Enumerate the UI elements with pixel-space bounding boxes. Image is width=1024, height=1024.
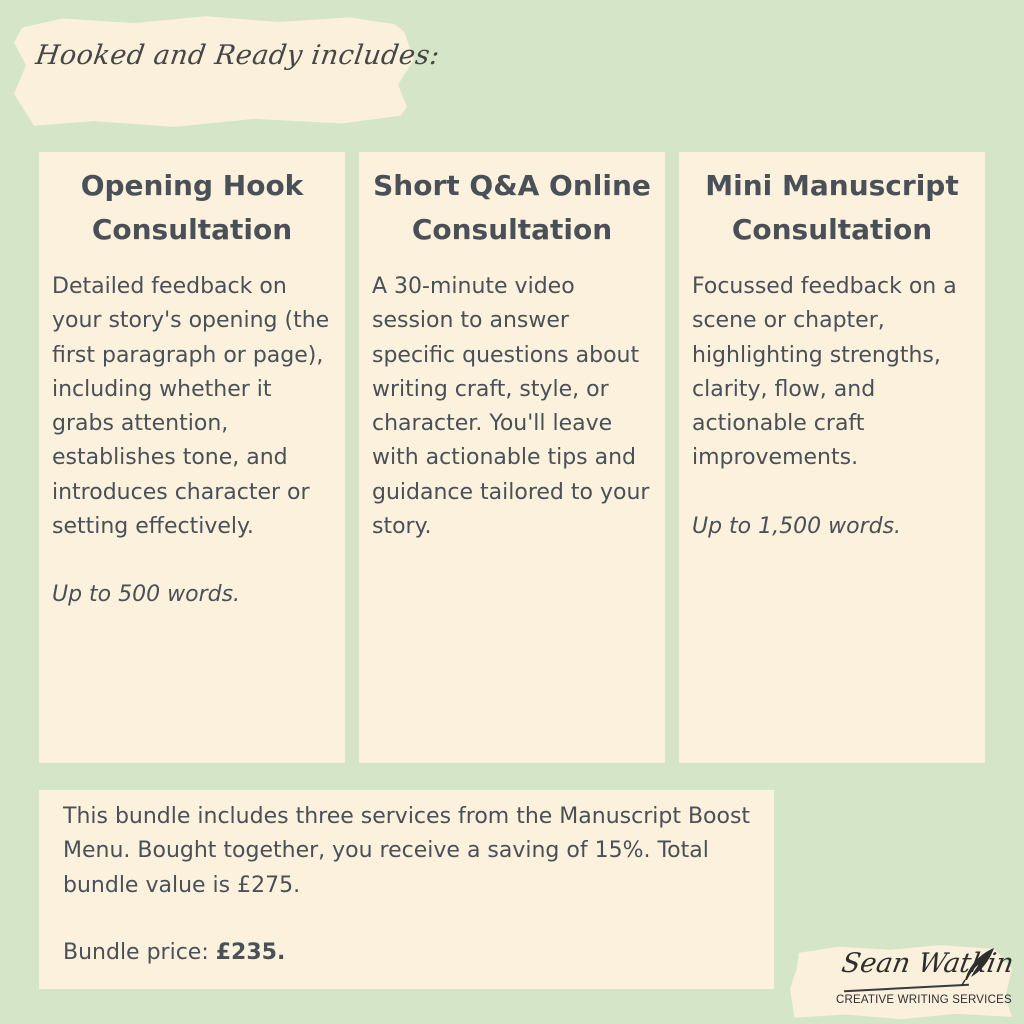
card-title: Mini Manuscript Consultation: [705, 169, 959, 246]
card-description: Focussed feedback on a scene or chapter, highlighting strengths, clarity, flow, and actionable craft improvements.: [692, 274, 957, 471]
card-description: A 30-minute video session to answer specific questions about writing craft, style, or character. You'll leave with actionable tips and guidance tailored to your story.: [372, 274, 650, 540]
bundle-price-label: Bundle price:: [63, 940, 216, 965]
page-title: Hooked and Ready includes:: [33, 40, 442, 71]
card-word-limit: Up to 500 words.: [52, 582, 241, 608]
bundle-description: This bundle includes three services from the Manuscript Boost Menu. Bought together, you receive a saving of 15%. Total bundle value is £275.: [63, 804, 751, 898]
quill-icon: [958, 946, 998, 986]
bundle-price-value: £235.: [215, 940, 286, 965]
bundle-price: [63, 936, 285, 970]
logo-name: Sean Watkin: [839, 948, 1017, 979]
card-title: Short Q&A Online Consultation: [373, 169, 651, 246]
service-card-qa-consultation: [359, 152, 665, 763]
card-description: Detailed feedback on your story's opening (the first paragraph or page), including whether it grabs attention, establishes tone, and introduces character or setting effectively.: [52, 274, 330, 540]
bundle-summary: [39, 790, 774, 989]
card-word-limit: Up to 1,500 words.: [692, 513, 902, 539]
service-card-mini-manuscript: [679, 152, 985, 763]
header-brush-stroke: [14, 14, 414, 128]
service-card-opening-hook: [39, 152, 345, 763]
logo-tagline: CREATIVE WRITING SERVICES: [836, 994, 1012, 1006]
card-title: Opening Hook Consultation: [80, 169, 304, 246]
